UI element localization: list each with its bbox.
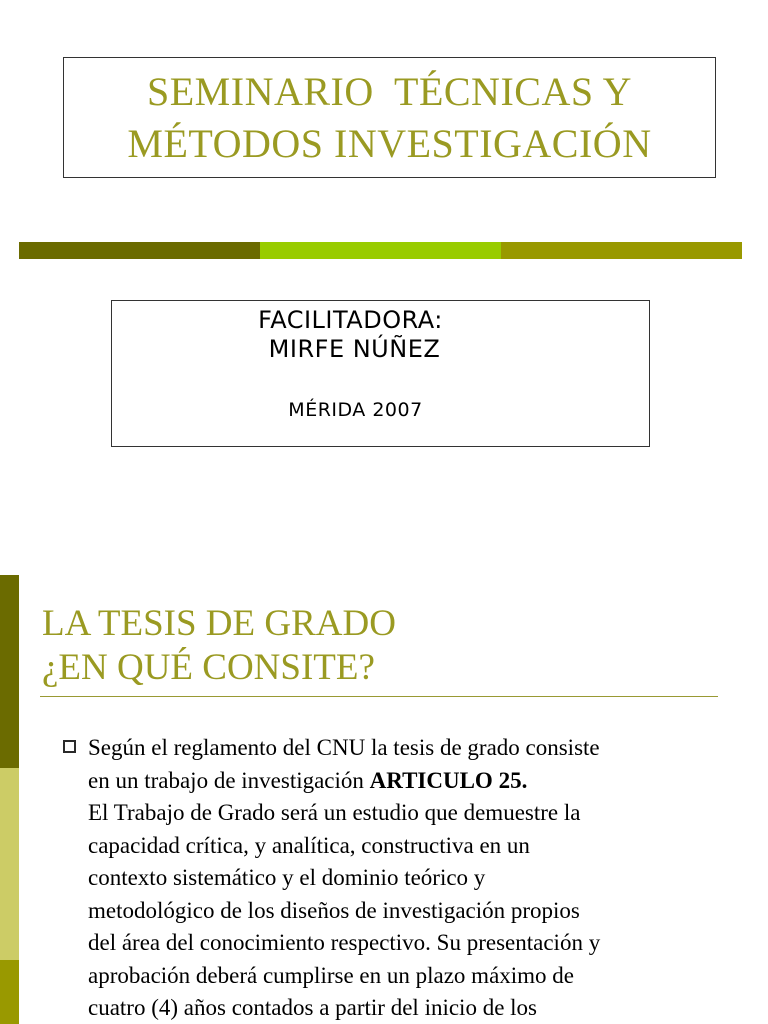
article-reference: ARTICULO 25. [369, 767, 528, 793]
paragraph-line-4: capacidad crítica, y analítica, constructiva en un [88, 832, 530, 858]
facilitator-name: MIRFE NÚÑEZ [268, 335, 441, 363]
slide1-title-box [63, 57, 716, 178]
paragraph-line-3: El Trabajo de Grado será un estudio que demuestre la [88, 800, 581, 825]
paragraph-line-6: metodológico de los diseños de investigación propios [88, 897, 580, 923]
facilitator-box [111, 300, 650, 447]
paragraph-line-7: del área del conocimiento respectivo. Su presentación y [88, 930, 601, 955]
paragraph-line-2-text: en un trabajo de investigación [88, 767, 370, 793]
slide2-title [42, 602, 396, 690]
facilitator-label: FACILITADORA: [258, 306, 443, 334]
side-bar-light [0, 768, 19, 960]
bar-segment-olive [501, 242, 742, 259]
paragraph-line-9: cuatro (4) años contados a partir del inicio de los [88, 995, 537, 1020]
slide2-title-line-1: LA TESIS DE GRADO [42, 603, 396, 644]
decorative-tricolor-bar [19, 242, 742, 259]
paragraph-line-5: contexto sistemático y el dominio teórico y [88, 865, 486, 890]
slide1-title-line-2: MÉTODOS INVESTIGACIÓN [127, 120, 652, 166]
paragraph-line-2 [88, 765, 728, 798]
place-date: MÉRIDA 2007 [288, 399, 423, 421]
slide2-title-line-2: ¿EN QUÉ CONSITE? [42, 647, 375, 688]
slide1-title-line-1: SEMINARIO TÉCNICAS Y [147, 68, 632, 114]
title-underline [40, 696, 718, 697]
slide2-side-bar [0, 575, 19, 1024]
square-bullet-icon [63, 740, 76, 753]
paragraph-line-8: aprobación deberá cumplirse en un plazo máximo de [88, 962, 575, 988]
bullet-paragraph [88, 732, 728, 1024]
bar-segment-dark [19, 242, 260, 259]
bar-segment-lime [260, 242, 501, 259]
side-bar-dark [0, 575, 19, 768]
paragraph-line-1: Según el reglamento del CNU la tesis de grado consiste [88, 735, 600, 760]
side-bar-olive [0, 960, 19, 1024]
